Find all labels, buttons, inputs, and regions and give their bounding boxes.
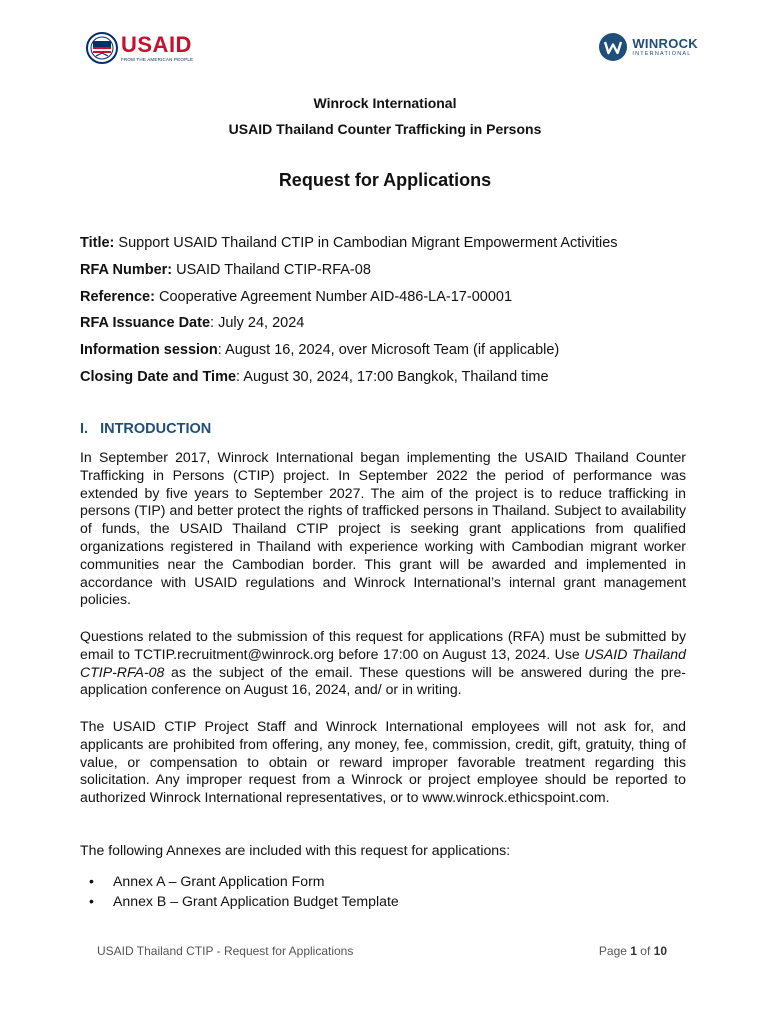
title-block [0, 95, 770, 190]
intro-paragraph-2 [80, 628, 686, 699]
annex-list [80, 871, 680, 911]
page-current: 1 [630, 944, 637, 958]
list-item [80, 871, 680, 891]
winrock-wordmark: WINROCK [632, 36, 698, 51]
p2-subject-italic: USAID Thailand CTIP-RFA-08 [80, 645, 686, 680]
section-heading-introduction [80, 421, 211, 437]
winrock-subtitle: INTERNATIONAL [632, 51, 692, 57]
annex-b-label: Annex B – Grant Application Budget Template [113, 893, 399, 909]
section-number: I. [80, 421, 89, 437]
header-logos [86, 32, 698, 68]
footer-title: USAID Thailand CTIP - Request for Applications [97, 944, 354, 958]
annex-a-label: Annex A – Grant Application Form [113, 873, 325, 889]
intro-paragraph-3: The USAID CTIP Project Staff and Winrock International employees will not ask for, and applicants are prohibited from offering, any money, fee, commission, credit, gift, gratuity, thing of value, or compensation to obtain or reward improper favorable treatment regarding this solicitation. Any improper request from a Winrock or project employee should be reported to authorized Winrock International representatives, or to www.winrock.ethicspoint.com. [80, 718, 686, 806]
usaid-wordmark: USAID [121, 32, 192, 57]
winrock-mark-icon [598, 32, 628, 62]
intro-paragraph-1: In September 2017, Winrock International began implementing the USAID Thailand Counter Trafficking in Persons (CTIP) project. In September 2022 the period of performance was extended by five years to September 2027. The aim of the project is to reduce trafficking in persons (TIP) and better protect the rights of trafficked persons in Thailand. Subject to availability of funds, the USAID Thailand CTIP project is seeking grant applications from qualified organizations registered in Thailand with experience working with Cambodian migrant worker communities near the Cambodian border. This grant will be awarded and implemented in accordance with USAID regulations and Winrock International’s internal grant management policies. [80, 449, 686, 608]
meta-info-session-value: : August 16, 2024, over Microsoft Team (if applicable) [217, 342, 560, 359]
meta-closing-label: Closing Date and Time [80, 368, 237, 385]
meta-title-value: Support USAID Thailand CTIP in Cambodian Migrant Empowerment Activities [114, 235, 618, 251]
intro-paragraph-4: The following Annexes are included with this request for applications: [80, 842, 511, 858]
p2-text-a: Questions related to the submission of this request for applications (RFA) must be submitted by email to TCTIP.recruitment@winrock.org before 17:00 on August 13, 2024. Use [80, 628, 686, 662]
page-word: Page [598, 944, 631, 958]
meta-info-session-label: Information session [80, 342, 218, 359]
page-total: 10 [653, 944, 667, 958]
meta-rfa-number-label: RFA Number: [80, 261, 173, 278]
usaid-logo [86, 32, 193, 64]
meta-title-row [80, 234, 690, 261]
rfa-metadata [80, 234, 690, 395]
page-of: of [636, 944, 654, 958]
page-number [599, 944, 667, 958]
bullet-icon: • [89, 873, 94, 889]
meta-info-session-row [80, 341, 690, 368]
meta-closing-row [80, 368, 690, 395]
p2-text-b: as the subject of the email. These questions will be answered during the pre-application conference on August 16, 2024, and/ or in writing. [80, 663, 686, 698]
winrock-logo [598, 32, 698, 62]
meta-issuance-label: RFA Issuance Date [80, 315, 211, 332]
meta-reference-row [80, 288, 690, 315]
list-item [80, 891, 680, 911]
document-title: Request for Applications [278, 170, 492, 190]
meta-issuance-value: : July 24, 2024 [210, 315, 305, 332]
usaid-seal-icon [86, 32, 118, 64]
section-title: INTRODUCTION [100, 421, 212, 437]
meta-closing-value: : August 30, 2024, 17:00 Bangkok, Thailand time [236, 368, 549, 385]
org-name: Winrock International [313, 95, 457, 111]
bullet-icon: • [89, 893, 94, 909]
meta-issuance-row [80, 314, 690, 341]
usaid-tagline: FROM THE AMERICAN PEOPLE [121, 57, 194, 62]
meta-reference-value: Cooperative Agreement Number AID-486-LA-17-00001 [154, 288, 513, 305]
meta-rfa-number-row [80, 261, 690, 288]
project-name: USAID Thailand Counter Trafficking in Persons [228, 121, 542, 137]
meta-reference-label: Reference: [80, 288, 155, 305]
meta-title-label: Title: [80, 235, 115, 251]
meta-rfa-number-value: USAID Thailand CTIP-RFA-08 [172, 261, 371, 278]
